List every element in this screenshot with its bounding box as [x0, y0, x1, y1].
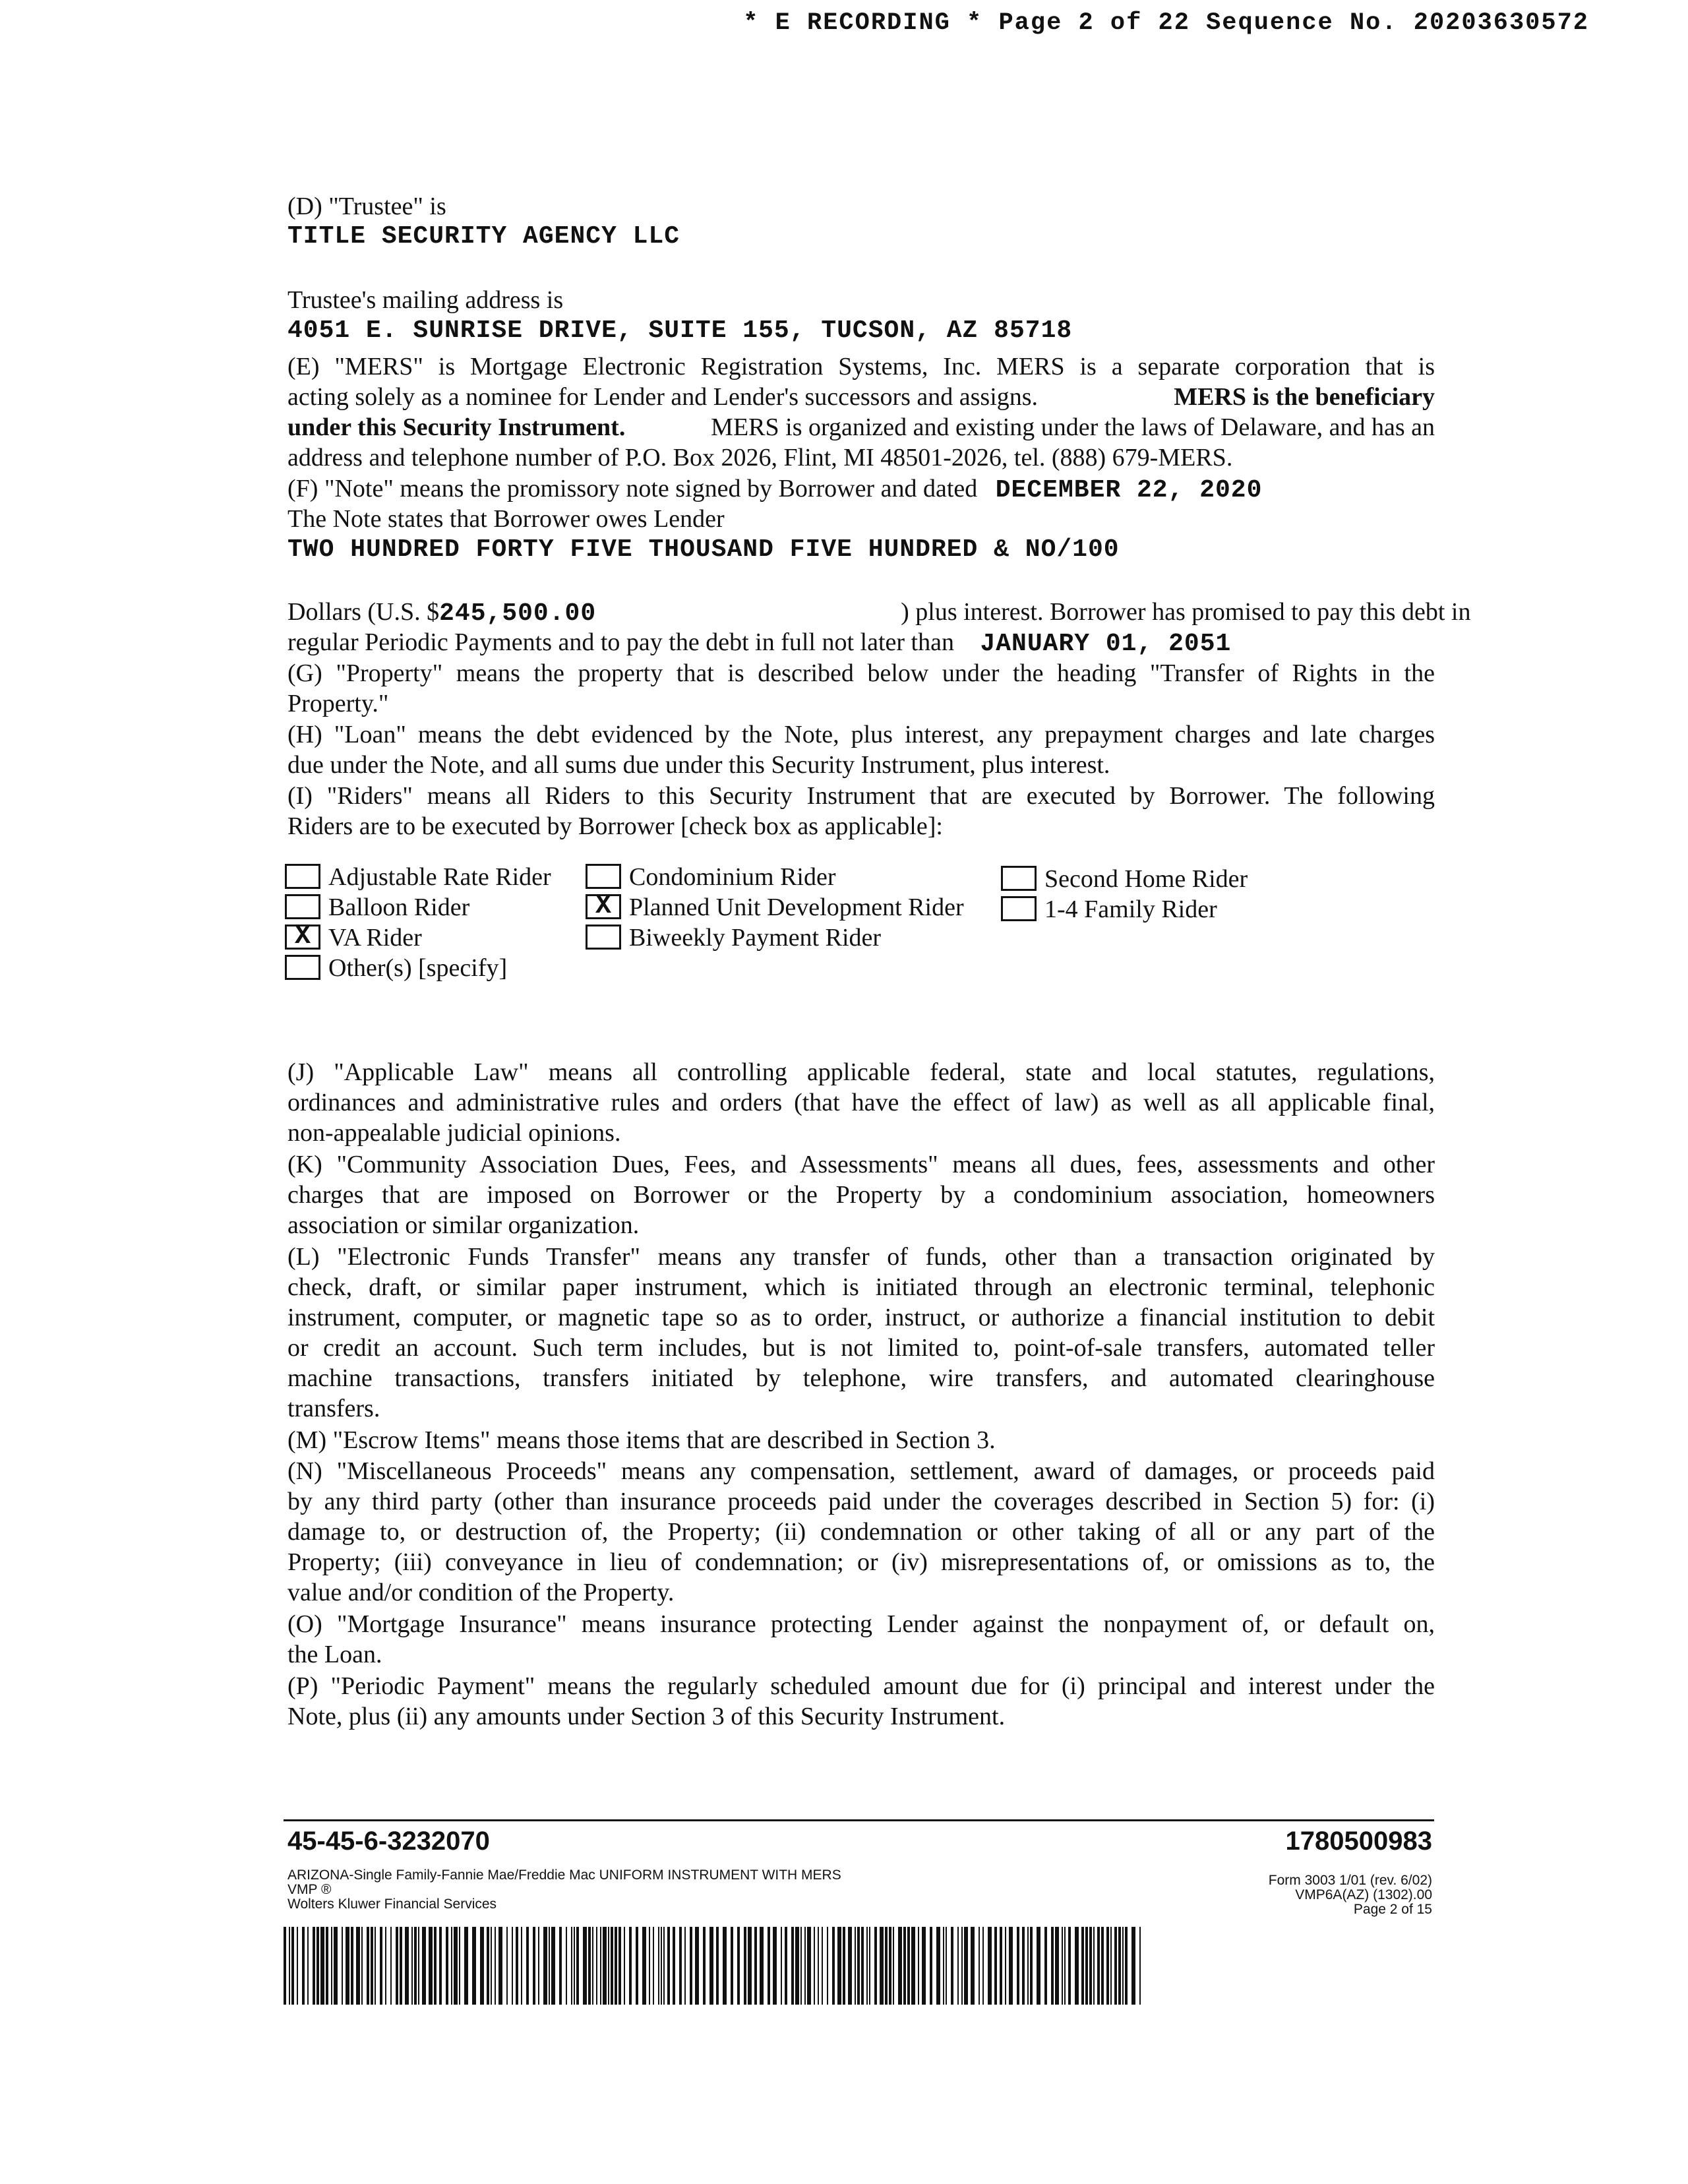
- balloon-checkbox[interactable]: [285, 894, 320, 919]
- periodic-payment-line-1: (P) "Periodic Payment" means the regularly scheduled amount due for (i) principal and interest under the: [287, 1672, 1435, 1700]
- condominium-checkbox[interactable]: [586, 864, 621, 889]
- barcode-bar: [1110, 1927, 1112, 2005]
- barcode-bar: [351, 1927, 353, 2005]
- riders-line-2: Riders are to be executed by Borrower [check box as applicable]:: [287, 812, 943, 840]
- loan-line-2: due under the Note, and all sums due under this Security Instrument, plus interest.: [287, 751, 1110, 779]
- applicable-law-line-2: ordinances and administrative rules and orders (that have the effect of law) as well as all applicable final,: [287, 1089, 1435, 1116]
- barcode-bar: [768, 1927, 770, 2005]
- barcode-bar: [538, 1927, 539, 2005]
- barcode-bar: [284, 1927, 286, 2005]
- barcode-bar: [495, 1927, 496, 2005]
- eft-line-2: check, draft, or similar paper instrument, which is initiated through an electronic terminal, telephonic: [287, 1273, 1435, 1301]
- barcode-bar: [405, 1927, 409, 2005]
- barcode-bar: [837, 1927, 841, 2005]
- recording-header: * E RECORDING * Page 2 of 22 Sequence No. 20203630572: [743, 9, 1589, 37]
- barcode-bar: [911, 1927, 915, 2005]
- mortgage-insurance-line-2: the Loan.: [287, 1641, 382, 1668]
- barcode-bar: [291, 1927, 294, 2005]
- rider-1-4-family[interactable]: [1001, 894, 1217, 925]
- barcode-bar: [326, 1927, 328, 2005]
- barcode-bar: [1114, 1927, 1117, 2005]
- barcode-bar: [791, 1927, 794, 2005]
- barcode-bar: [506, 1927, 508, 2005]
- barcode-bar: [1009, 1927, 1013, 2005]
- applicable-law-line-1: (J) "Applicable Law" means all controlling applicable federal, state and local statutes, regulations,: [287, 1058, 1435, 1086]
- barcode-bar: [316, 1927, 319, 2005]
- form-code: VMP6A(AZ) (1302).00: [1295, 1887, 1432, 1902]
- barcode-bar: [346, 1927, 349, 2005]
- footer-rule: [284, 1819, 1434, 1821]
- escrow-items-line: (M) "Escrow Items" means those items that are described in Section 3.: [287, 1426, 996, 1454]
- maturity-date: JANUARY 01, 2051: [980, 630, 1232, 658]
- barcode-bar: [832, 1927, 835, 2005]
- barcode-bar: [737, 1927, 740, 2005]
- note-date: DECEMBER 22, 2020: [995, 476, 1263, 504]
- eft-line-6: transfers.: [287, 1395, 380, 1422]
- barcode-bar: [375, 1927, 376, 2005]
- barcode-bar: [543, 1927, 547, 2005]
- barcode-bar: [588, 1927, 591, 2005]
- barcode: [284, 1927, 1147, 2005]
- barcode-bar: [818, 1927, 819, 2005]
- barcode-bar: [549, 1927, 550, 2005]
- barcode-bar: [533, 1927, 535, 2005]
- barcode-bar: [893, 1927, 894, 2005]
- barcode-bar: [936, 1927, 940, 2005]
- barcode-bar: [731, 1927, 733, 2005]
- checkbox-mark: X: [595, 892, 611, 921]
- barcode-bar: [434, 1927, 437, 2005]
- barcode-bar: [356, 1927, 360, 2005]
- barcode-bar: [848, 1927, 852, 2005]
- rider-second-home[interactable]: [1001, 864, 1248, 894]
- barcode-bar: [716, 1927, 719, 2005]
- barcode-bar: [982, 1927, 984, 2005]
- barcode-bar: [611, 1927, 613, 2005]
- mers-organized-text: MERS is organized and existing under the laws of Delaware, and has an: [711, 413, 1435, 441]
- barcode-bar: [603, 1927, 607, 2005]
- form-title: ARIZONA-Single Family-Fannie Mae/Freddie Mac UNIFORM INSTRUMENT WITH MERS: [287, 1867, 841, 1883]
- biweekly-label: Biweekly Payment Rider: [629, 924, 882, 952]
- barcode-bar: [1089, 1927, 1092, 2005]
- barcode-bar: [400, 1927, 402, 2005]
- barcode-bar: [487, 1927, 489, 2005]
- barcode-bar: [642, 1927, 646, 2005]
- barcode-bar: [521, 1927, 522, 2005]
- barcode-bar: [1055, 1927, 1059, 2005]
- publisher: Wolters Kluwer Financial Services: [287, 1896, 497, 1912]
- barcode-bar: [1122, 1927, 1124, 2005]
- barcode-bar: [439, 1927, 442, 2005]
- community-dues-line-1: (K) "Community Association Dues, Fees, and Assessments" means all dues, fees, assessments and other: [287, 1151, 1435, 1178]
- barcode-bar: [1068, 1927, 1071, 2005]
- adjustable-rate-checkbox[interactable]: [285, 864, 320, 889]
- barcode-bar: [843, 1927, 845, 2005]
- barcode-bar: [994, 1927, 997, 2005]
- barcode-bar: [313, 1927, 315, 2005]
- second-home-checkbox[interactable]: [1001, 866, 1037, 891]
- barcode-bar: [673, 1927, 675, 2005]
- barcode-bar: [551, 1927, 555, 2005]
- barcode-bar: [1125, 1927, 1128, 2005]
- trustee-label: (D) "Trustee" is: [287, 193, 446, 220]
- barcode-bar: [988, 1927, 992, 2005]
- barcode-bar: [331, 1927, 332, 2005]
- mers-line-3: [287, 412, 1435, 442]
- barcode-bar: [1027, 1927, 1029, 2005]
- barcode-bar: [583, 1927, 587, 2005]
- barcode-bar: [1037, 1927, 1040, 2005]
- document-number: 1780500983: [1285, 1827, 1432, 1856]
- barcode-bar: [961, 1927, 963, 2005]
- mers-line-2: [287, 382, 1435, 412]
- barcode-bar: [951, 1927, 953, 2005]
- barcode-bar: [592, 1927, 593, 2005]
- checkbox-mark: X: [294, 922, 311, 952]
- barcode-bar: [661, 1927, 662, 2005]
- barcode-bar: [596, 1927, 597, 2005]
- note-amount-words: TWO HUNDRED FORTY FIVE THOUSAND FIVE HUNDRED & NO/100: [287, 535, 1120, 564]
- mers-line-1: (E) "MERS" is Mortgage Electronic Registration Systems, Inc. MERS is a separate corporation that is: [287, 353, 1435, 380]
- barcode-bar: [629, 1927, 632, 2005]
- riders-line-1: (I) "Riders" means all Riders to this Security Instrument that are executed by Borrower. The following: [287, 782, 1435, 810]
- barcode-bar: [429, 1927, 433, 2005]
- barcode-bar: [1085, 1927, 1088, 2005]
- barcode-bar: [367, 1927, 369, 2005]
- barcode-bar: [807, 1927, 811, 2005]
- barcode-bar: [624, 1927, 625, 2005]
- barcode-bar: [855, 1927, 856, 2005]
- note-text: (F) "Note" means the promissory note signed by Borrower and dated: [287, 475, 978, 502]
- barcode-bar: [857, 1927, 860, 2005]
- barcode-bar: [371, 1927, 373, 2005]
- eft-line-5: machine transactions, transfers initiated by telephone, wire transfers, and automated clearinghouse: [287, 1364, 1435, 1392]
- barcode-bar: [411, 1927, 413, 2005]
- barcode-bar: [302, 1927, 305, 2005]
- barcode-bar: [667, 1927, 670, 2005]
- barcode-bar: [861, 1927, 864, 2005]
- barcode-bar: [822, 1927, 823, 2005]
- barcode-bar: [1131, 1927, 1135, 2005]
- barcode-bar: [869, 1927, 870, 2005]
- mers-line-4: address and telephone number of P.O. Box 2026, Flint, MI 48501-2026, tel. (888) 679-MERS.: [287, 444, 1233, 471]
- barcode-bar: [574, 1927, 575, 2005]
- barcode-bar: [334, 1927, 338, 2005]
- barcode-bar: [885, 1927, 888, 2005]
- barcode-bar: [898, 1927, 902, 2005]
- barcode-bar: [361, 1927, 363, 2005]
- barcode-bar: [649, 1927, 650, 2005]
- barcode-bar: [748, 1927, 752, 2005]
- barcode-bar: [1118, 1927, 1121, 2005]
- barcode-bar: [874, 1927, 877, 2005]
- community-dues-line-2: charges that are imposed on Borrower or the Property by a condominium association, homeowners: [287, 1181, 1435, 1209]
- barcode-bar: [526, 1927, 529, 2005]
- periodic-payment-line-2: Note, plus (ii) any amounts under Section 3 of this Security Instrument.: [287, 1703, 1006, 1730]
- note-line-1: [287, 473, 1435, 506]
- rider-adjustable-rate[interactable]: [285, 862, 551, 892]
- barcode-bar: [773, 1927, 777, 2005]
- barcode-bar: [1093, 1927, 1095, 2005]
- misc-proceeds-line-1: (N) "Miscellaneous Proceeds" means any compensation, settlement, award of damages, or proceeds paid: [287, 1457, 1435, 1485]
- rider-other[interactable]: [285, 953, 507, 983]
- barcode-bar: [1051, 1927, 1054, 2005]
- other-label: Other(s) [specify]: [328, 954, 508, 982]
- mortgage-insurance-line-1: (O) "Mortgage Insurance" means insurance protecting Lender against the nonpayment of, or default on,: [287, 1610, 1435, 1638]
- dollars-suffix: ) plus interest. Borrower has promised to pay this debt in: [901, 598, 1471, 626]
- adjustable-rate-label: Adjustable Rate Rider: [328, 863, 551, 891]
- barcode-bar: [979, 1927, 980, 2005]
- trustee-mailing-label: Trustee's mailing address is: [287, 286, 564, 314]
- loan-number: 45-45-6-3232070: [287, 1827, 490, 1856]
- va-label: VA Rider: [328, 924, 422, 952]
- barcode-bar: [1106, 1927, 1109, 2005]
- maturity-line: [287, 627, 1435, 659]
- barcode-bar: [695, 1927, 699, 2005]
- barcode-bar: [814, 1927, 815, 2005]
- barcode-bar: [964, 1927, 968, 2005]
- page-number: Page 2 of 15: [1353, 1902, 1432, 1917]
- barcode-bar: [918, 1927, 919, 2005]
- barcode-bar: [289, 1927, 290, 2005]
- barcode-bar: [1097, 1927, 1100, 2005]
- property-line-2: Property.": [287, 690, 389, 717]
- misc-proceeds-line-4: Property; (iii) conveyance in lieu of condemnation; or (iv) misrepresentations of, or omissions as to, the: [287, 1548, 1435, 1576]
- barcode-bar: [451, 1927, 452, 2005]
- barcode-bar: [1062, 1927, 1063, 2005]
- dollars-prefix: Dollars (U.S. $: [287, 598, 440, 626]
- barcode-bar: [1081, 1927, 1084, 2005]
- trustee-name: TITLE SECURITY AGENCY LLC: [287, 222, 680, 251]
- barcode-bar: [889, 1927, 891, 2005]
- biweekly-checkbox[interactable]: [586, 925, 621, 950]
- one-four-family-checkbox[interactable]: [1001, 896, 1037, 921]
- barcode-bar: [414, 1927, 417, 2005]
- barcode-bar: [636, 1927, 638, 2005]
- barcode-bar: [320, 1927, 324, 2005]
- barcode-bar: [760, 1927, 764, 2005]
- barcode-bar: [571, 1927, 572, 2005]
- barcode-bar: [342, 1927, 343, 2005]
- barcode-bar: [684, 1927, 686, 2005]
- rider-biweekly[interactable]: [586, 923, 881, 953]
- misc-proceeds-line-2: by any third party (other than insurance proceeds paid under the coverages described in Section 5) for: (i): [287, 1488, 1435, 1515]
- barcode-bar: [946, 1927, 947, 2005]
- barcode-bar: [1075, 1927, 1079, 2005]
- mers-line-2-text: acting solely as a nominee for Lender and Lender's successors and assigns.: [287, 383, 1039, 411]
- applicable-law-line-3: non-appealable judicial opinions.: [287, 1119, 621, 1147]
- barcode-bar: [971, 1927, 975, 2005]
- barcode-bar: [297, 1927, 298, 2005]
- barcode-bar: [804, 1927, 806, 2005]
- barcode-bar: [1064, 1927, 1066, 2005]
- vmp-mark: VMP ®: [287, 1882, 332, 1897]
- barcode-bar: [709, 1927, 713, 2005]
- one-four-family-label: 1-4 Family Rider: [1044, 895, 1217, 923]
- barcode-bar: [703, 1927, 706, 2005]
- barcode-bar: [1139, 1927, 1141, 2005]
- barcode-bar: [608, 1927, 609, 2005]
- barcode-bar: [930, 1927, 932, 2005]
- barcode-bar: [491, 1927, 492, 2005]
- other-checkbox[interactable]: [285, 955, 320, 980]
- form-id: Form 3003 1/01 (rev. 6/02): [1268, 1873, 1432, 1888]
- barcode-bar: [1022, 1927, 1025, 2005]
- eft-line-1: (L) "Electronic Funds Transfer" means any transfer of funds, other than a transaction originated by: [287, 1243, 1435, 1271]
- note-owes-text: The Note states that Borrower owes Lender: [287, 505, 725, 533]
- barcode-bar: [307, 1927, 309, 2005]
- barcode-bar: [512, 1927, 513, 2005]
- barcode-bar: [1044, 1927, 1047, 2005]
- barcode-bar: [754, 1927, 757, 2005]
- barcode-bar: [380, 1927, 382, 2005]
- barcode-bar: [903, 1927, 906, 2005]
- barcode-bar: [1101, 1927, 1104, 2005]
- barcode-bar: [943, 1927, 944, 2005]
- dollars-amount: 245,500.00: [439, 599, 597, 628]
- barcode-bar: [785, 1927, 787, 2005]
- barcode-bar: [498, 1927, 502, 2005]
- barcode-bar: [1000, 1927, 1002, 2005]
- barcode-bar: [464, 1927, 468, 2005]
- barcode-bar: [679, 1927, 682, 2005]
- rider-pud[interactable]: [586, 892, 964, 923]
- mers-beneficiary-bold: MERS is the beneficiary: [1174, 383, 1435, 411]
- rider-condominium[interactable]: [586, 862, 836, 892]
- barcode-bar: [744, 1927, 746, 2005]
- rider-va[interactable]: [285, 923, 422, 953]
- balloon-label: Balloon Rider: [328, 894, 470, 921]
- barcode-bar: [1030, 1927, 1033, 2005]
- community-dues-line-3: association or similar organization.: [287, 1211, 640, 1239]
- barcode-bar: [459, 1927, 460, 2005]
- barcode-bar: [907, 1927, 910, 2005]
- barcode-bar: [390, 1927, 392, 2005]
- barcode-bar: [795, 1927, 799, 2005]
- misc-proceeds-line-5: value and/or condition of the Property.: [287, 1579, 675, 1606]
- barcode-bar: [422, 1927, 426, 2005]
- barcode-bar: [454, 1927, 458, 2005]
- barcode-bar: [600, 1927, 601, 2005]
- barcode-bar: [559, 1927, 562, 2005]
- barcode-bar: [480, 1927, 484, 2005]
- barcode-bar: [690, 1927, 692, 2005]
- barcode-bar: [472, 1927, 476, 2005]
- loan-line-1: (H) "Loan" means the debt evidenced by the Note, plus interest, any prepayment charges and late charges: [287, 721, 1435, 748]
- barcode-bar: [723, 1927, 727, 2005]
- barcode-bar: [516, 1927, 518, 2005]
- pud-checkbox[interactable]: [586, 894, 621, 919]
- barcode-bar: [1005, 1927, 1006, 2005]
- mers-line-3-bold: under this Security Instrument.: [287, 413, 626, 441]
- eft-line-3: instrument, computer, or magnetic tape so as to order, instruct, or authorize a financial institution to debit: [287, 1304, 1435, 1331]
- barcode-bar: [663, 1927, 665, 2005]
- trustee-mailing-address: 4051 E. SUNRISE DRIVE, SUITE 155, TUCSON, AZ 85718: [287, 317, 1073, 345]
- maturity-text: regular Periodic Payments and to pay the debt in full not later than: [287, 628, 954, 656]
- barcode-bar: [418, 1927, 419, 2005]
- condominium-label: Condominium Rider: [629, 863, 836, 891]
- barcode-bar: [800, 1927, 802, 2005]
- second-home-label: Second Home Rider: [1044, 865, 1248, 893]
- barcode-bar: [576, 1927, 579, 2005]
- barcode-bar: [880, 1927, 884, 2005]
- eft-line-4: or credit an account. Such term includes, but is not limited to, point-of-sale transfers, automated teller: [287, 1334, 1435, 1362]
- barcode-bar: [658, 1927, 659, 2005]
- barcode-bar: [922, 1927, 926, 2005]
- barcode-bar: [866, 1927, 868, 2005]
- va-checkbox[interactable]: [285, 922, 320, 952]
- barcode-bar: [1017, 1927, 1019, 2005]
- barcode-bar: [618, 1927, 621, 2005]
- pud-label: Planned Unit Development Rider: [629, 894, 964, 921]
- barcode-bar: [781, 1927, 782, 2005]
- barcode-bar: [446, 1927, 448, 2005]
- dollars-line: [287, 597, 1471, 629]
- barcode-bar: [385, 1927, 386, 2005]
- barcode-bar: [615, 1927, 617, 2005]
- barcode-bar: [653, 1927, 654, 2005]
- barcode-bar: [396, 1927, 398, 2005]
- barcode-bar: [827, 1927, 828, 2005]
- property-line-1: (G) "Property" means the property that is described below under the heading "Transfer of Rights in the: [287, 659, 1435, 687]
- barcode-bar: [957, 1927, 959, 2005]
- barcode-bar: [566, 1927, 567, 2005]
- rider-balloon[interactable]: [285, 892, 469, 923]
- misc-proceeds-line-3: damage to, or destruction of, the Property; (ii) condemnation or other taking of all or any part of the: [287, 1518, 1435, 1546]
